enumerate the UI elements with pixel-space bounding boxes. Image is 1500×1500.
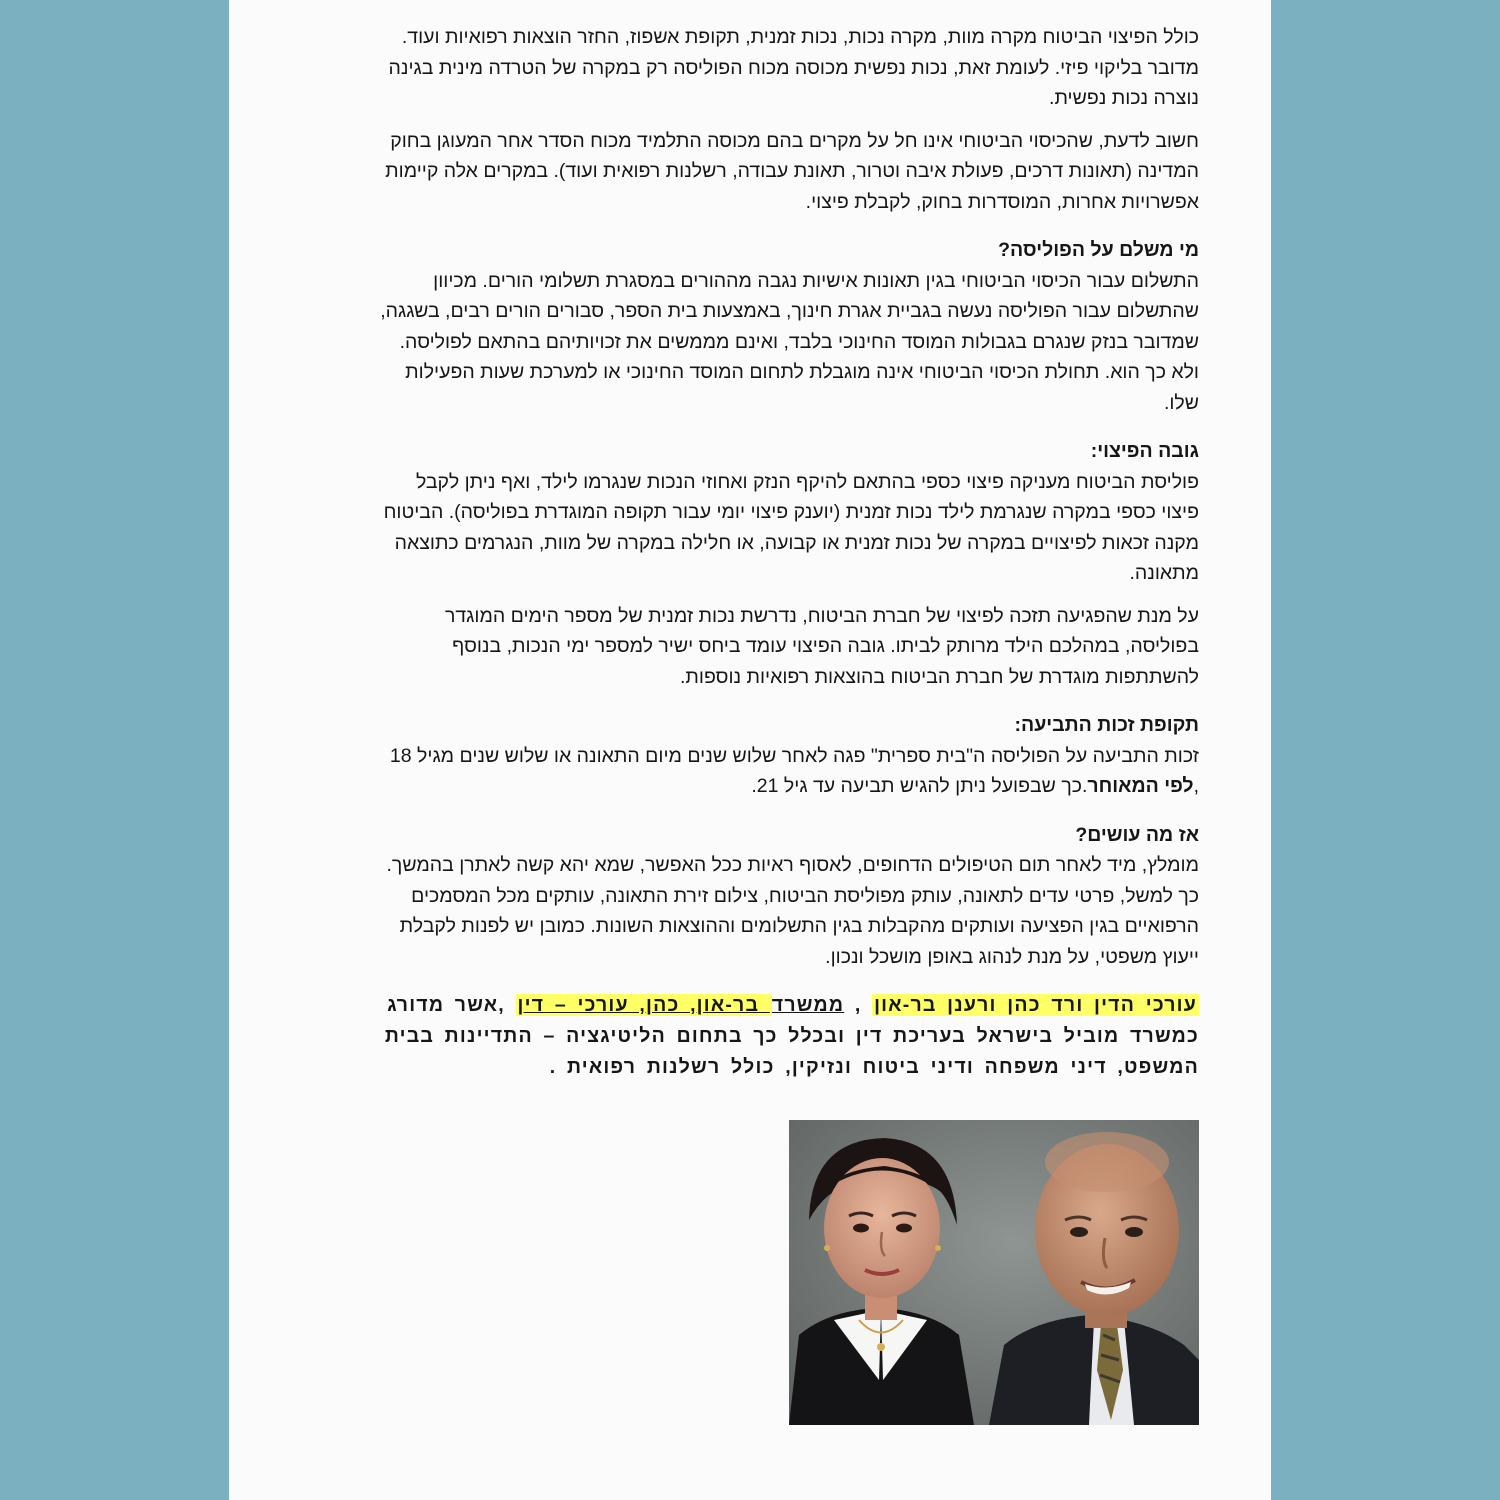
paragraph-firm <box>379 990 1199 1083</box>
paragraph-claim-period <box>379 741 1199 802</box>
heading-claim-period: תקופת זכות התביעה: <box>1014 714 1199 736</box>
highlight-lawyers: עורכי הדין ורד כהן ורענן בר-און <box>874 994 1197 1016</box>
lawyers-photo <box>789 1120 1199 1425</box>
claim-period-text-a: זכות התביעה על הפוליסה ה"בית ספרית" פגה לאחר שלוש שנים מיום התאונה או שלוש שנים מגיל 18 , <box>389 744 1199 797</box>
paragraph-payment: התשלום עבור הכיסוי הביטוחי בגין תאונות אישיות נגבה מההורים במסגרת תשלומי הורים. מכיוון שהתשלום עבור הפוליסה נעשה בגביית אגרת חינוך, באמצעות בית הספר, סבורים הורים רבים, בשגגה, שמדובר בנזק שנגרם בגבולות המוסד החינוכי בלבד, ואינם מממשים את זכויותיהם בהתאם לפוליסה. ולא כך הוא. תחולת הכיסוי הביטוחי אינה מוגבלת לתחום המוסד החינוכי או למערכת שעות הפעילות שלו. <box>380 269 1199 414</box>
paragraph-coverage: כולל הפיצוי הביטוח מקרה מוות, מקרה נכות, נכות זמנית, תקופת אשפוז, החזר הוצאות רפואיות ועוד. מדובר בליקוי פיזי. לעומת זאת, נכות נפשית מכוסה מכוח הפוליסה רק במקרה של הטרדה מינית בגינה נוצרה נכות נפשית. <box>388 26 1199 109</box>
heading-what-to-do: אז מה עושים? <box>1075 823 1199 846</box>
paragraph-exclusions: חשוב לדעת, שהכיסוי הביטוחי אינו חל על מקרים בהם מכוסה התלמיד מכוח הסדר אחר המעוגן בחוק המדינה (תאונות דרכים, פעולת איבה וטרור, תאונת עבודה, רשלנות רפואית ועוד). במקרים אלה קיימות אפשרויות אחרות, המוסדרות בחוק, לקבלת פיצוי. <box>385 129 1199 213</box>
lawyers-photo-illustration <box>789 1120 1199 1425</box>
claim-period-text-b: .כך שבפועל ניתן להגיש תביעה עד גיל 21. <box>751 775 1088 797</box>
paragraph-eligibility: על מנת שהפגיעה תזכה לפיצוי של חברת הביטוח, נדרשת נכות זמנית של מספר הימים המוגדר בפוליסה, במהלכם הילד מרותק לביתו. גובה הפיצוי עומד ביחס ישיר למספר ימי הנכות, בנוסף להשתתפות מוגדרת של חברת הביטוח בהוצאות רפואיות נוספות. <box>444 604 1199 688</box>
paragraph-recommendation: מומלץ, מיד לאחר תום הטיפולים הדחופים, לאסוף ראיות ככל האפשר, שמא יהא קשה לאתרן בהמשך. כך למשל, פרטי עדים לתאונה, עותק מפוליסת הביטוח, צילום זירת התאונה, עותקים מכל המסמכים הרפואיים בגין הפציעה ועותקים מהקבלות בגין התשלומים וההוצאות השונות. כמובן יש לפנות לקבלת ייעוץ משפטי, על מנת לנהוג באופן מושכל ונכון. <box>386 854 1199 968</box>
article-body <box>379 22 1199 1095</box>
firm-prefix: ממשרד <box>771 994 845 1016</box>
firm-comma: , <box>844 994 873 1016</box>
paragraph-compensation: פוליסת הביטוח מעניקה פיצוי כספי בהתאם להיקף הנזק ואחוזי הנכות שנגרמו לילד, ואף ניתן לקבל פיצוי כספי במקרה שנגרמת לילד נכות זמנית (יוענק פיצוי יומי עבור תקופה המוגדרת בפוליסה). הביטוח מקנה זכאות לפיצויים במקרה של נכות זמנית או קבועה, או חלילה במקרה של מוות, הנגרמים כתוצאה מתאונה. <box>383 470 1199 584</box>
heading-compensation: גובה הפיצוי: <box>1090 440 1199 462</box>
document-page <box>229 0 1271 1500</box>
firm-description: ,אשר מדורג כמשרד מוביל בישראל בעריכת דין ובכלל כך בתחום הליטיגציה – התדיינות בבית המשפט, דיני משפחה ודיני ביטוח ונזיקין, כולל רשלנות רפואית . <box>384 994 1199 1078</box>
highlight-firm-name: בר-און, כהן, עורכי – דין <box>517 994 770 1016</box>
claim-period-bold: לפי המאוחר <box>1087 775 1194 797</box>
heading-who-pays: מי משלם על הפוליסה? <box>998 239 1199 261</box>
